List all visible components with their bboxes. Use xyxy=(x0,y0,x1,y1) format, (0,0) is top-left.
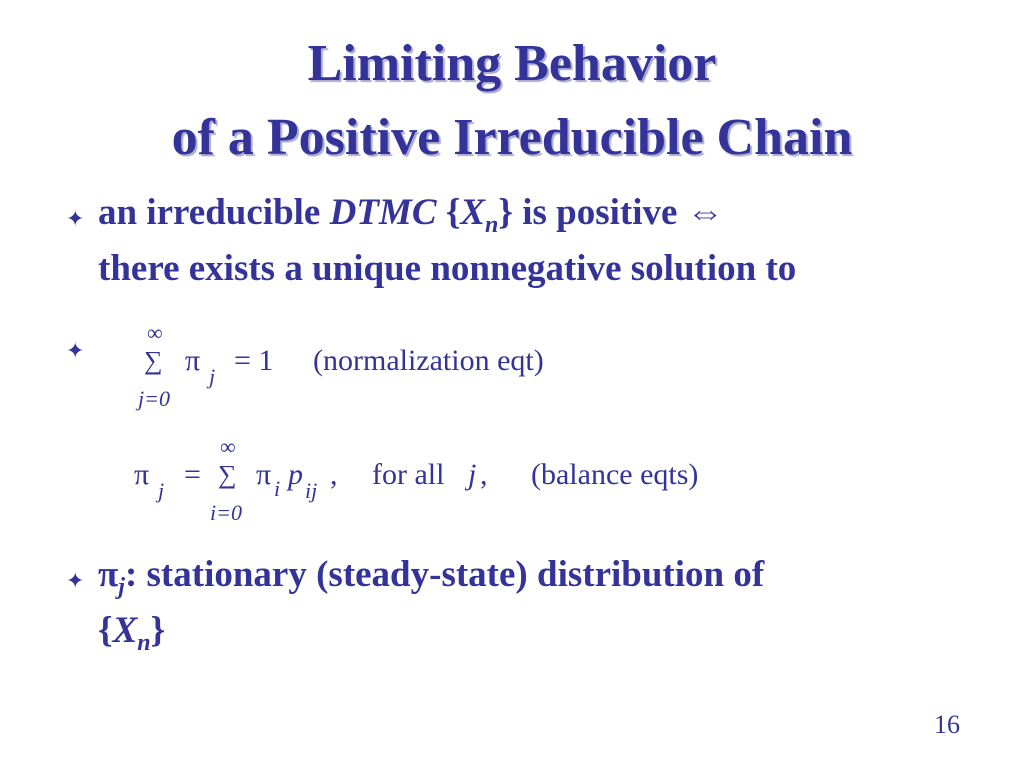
eq2-pi-j: π xyxy=(134,458,150,491)
four-point-star-icon: ✦ xyxy=(66,206,85,231)
eq1-equals-one: = 1 xyxy=(234,344,274,377)
bullet1-post-text: is positive xyxy=(512,192,687,233)
eq2-note: (balance eqts) xyxy=(531,458,699,491)
eq2-pi-i: π xyxy=(256,458,272,491)
bullet3-line2 xyxy=(98,608,165,666)
iff-arrow-icon: ⇔ xyxy=(686,192,724,233)
eq2-comma2: , xyxy=(480,458,488,491)
eq2-i-subscript: i xyxy=(274,476,281,501)
eq1-note: (normalization eqt) xyxy=(313,344,544,377)
four-point-star-icon: ✦ xyxy=(66,568,85,593)
eq2-sigma-symbol: ∑ xyxy=(218,460,237,489)
bullet1-line2: there exists a unique nonnegative solution to xyxy=(98,248,797,289)
eq2-ij-subscript: ij xyxy=(305,478,318,503)
pi-symbol: π xyxy=(98,554,119,595)
eq2-j-variable: j xyxy=(468,458,477,491)
page-number: 16 xyxy=(934,710,960,739)
brace-close: } xyxy=(498,192,513,233)
j-subscript: j xyxy=(118,574,125,600)
eq1-sum-upper-limit: ∞ xyxy=(147,320,163,345)
x-variable: X xyxy=(112,610,138,651)
eq1-sum-lower-limit: j=0 xyxy=(138,386,170,411)
eq2-j-subscript: j xyxy=(158,478,165,503)
eq2-equals: = xyxy=(184,458,201,491)
bullet3-text: : stationary (steady-state) distribution of xyxy=(124,554,765,595)
brace-close: } xyxy=(150,610,166,651)
brace-open: { xyxy=(436,192,461,233)
brace-open: { xyxy=(98,610,113,651)
dtmc-term: DTMC xyxy=(329,192,437,233)
eq2-p: p xyxy=(288,458,303,491)
eq2-for-all: for all xyxy=(372,458,445,491)
eq1-pi: π xyxy=(185,344,201,377)
eq2-sum-upper-limit: ∞ xyxy=(220,434,236,459)
x-variable: X xyxy=(460,192,486,233)
slide-title-line1: Limiting Behavior xyxy=(307,35,717,92)
eq1-j-subscript: j xyxy=(209,364,216,389)
eq1-sigma-symbol: ∑ xyxy=(144,346,163,375)
eq2-comma: , xyxy=(330,458,338,491)
bullet1-pre-text: an irreducible xyxy=(98,192,330,233)
n-subscript: n xyxy=(485,212,499,238)
eq2-sum-lower-limit: i=0 xyxy=(210,500,242,525)
slide-title-line2: of a Positive Irreducible Chain xyxy=(171,109,853,166)
bullet1-line1 xyxy=(98,190,724,248)
bullet3-line1 xyxy=(98,552,764,610)
n-subscript: n xyxy=(137,630,151,656)
four-point-star-icon: ✦ xyxy=(66,338,85,363)
